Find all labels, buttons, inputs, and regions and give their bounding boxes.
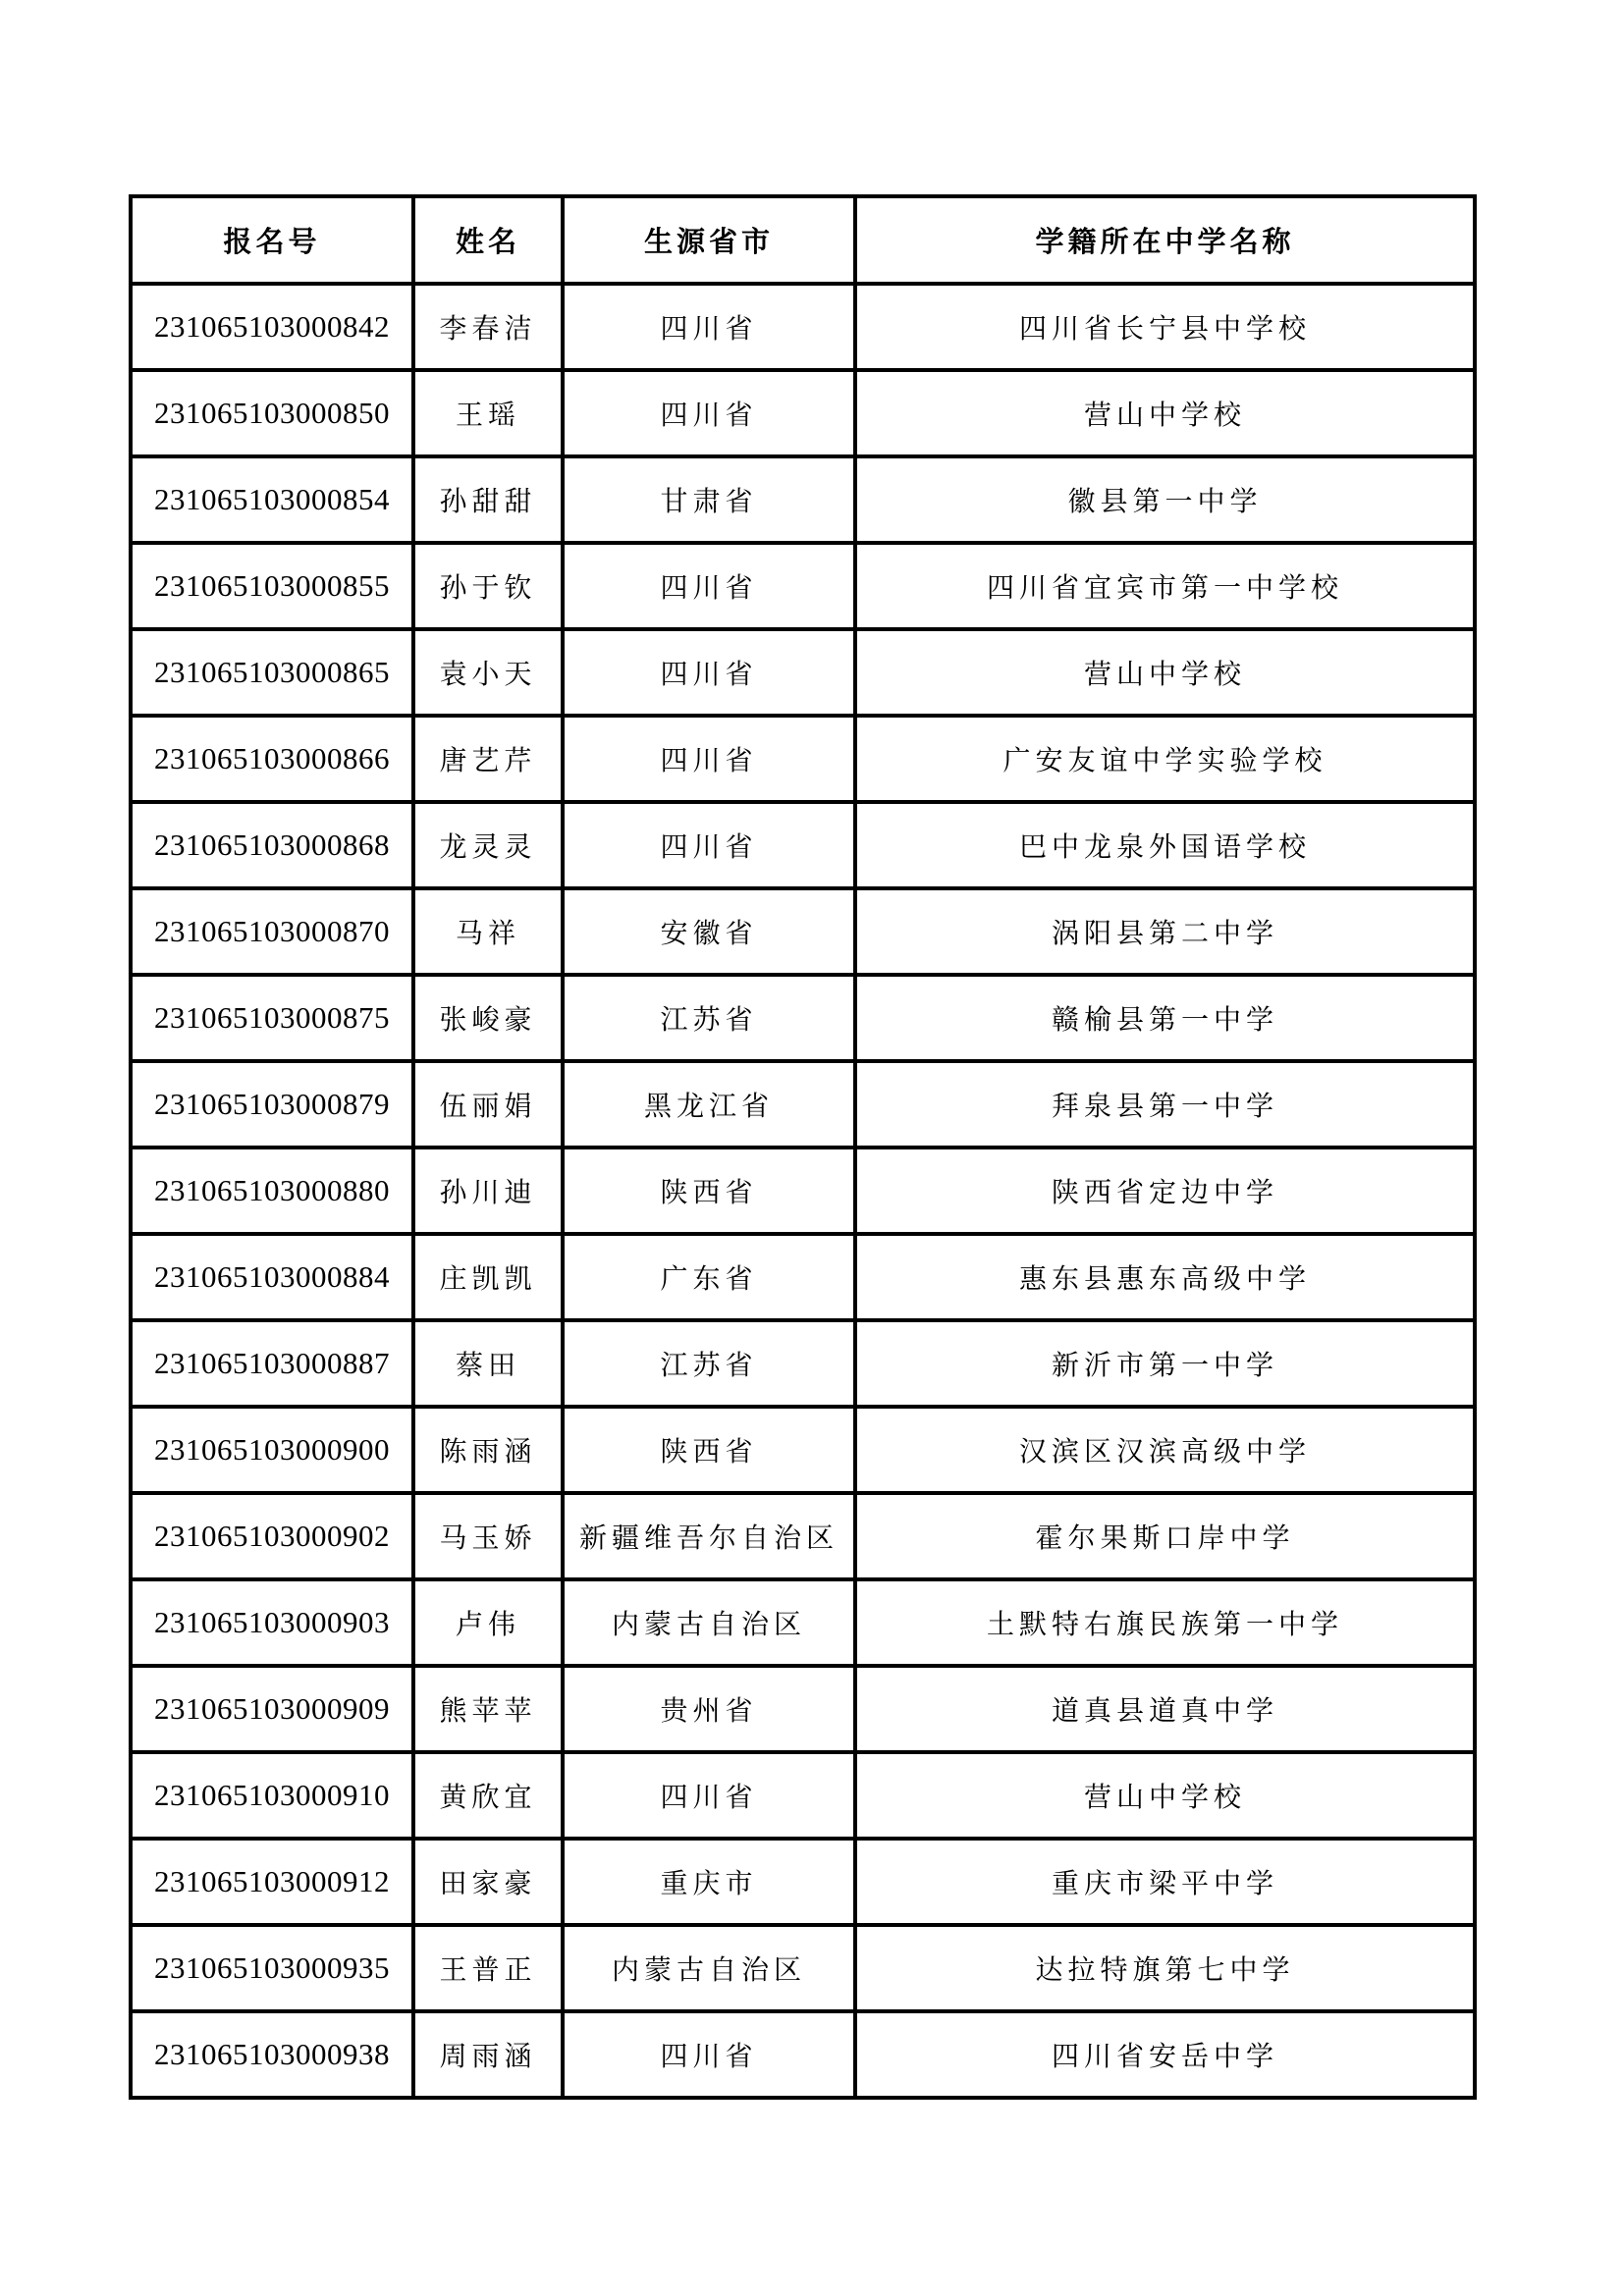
- province-cell: 陕西省: [563, 1407, 855, 1493]
- province-cell: 内蒙古自治区: [563, 1925, 855, 2011]
- regno-cell: 231065103000887: [131, 1320, 413, 1407]
- table-row: [131, 629, 1475, 716]
- province-cell: 四川省: [563, 284, 855, 370]
- header-province: 生源省市: [563, 196, 855, 284]
- table-row: [131, 1579, 1475, 1666]
- school-cell: 赣榆县第一中学: [855, 975, 1475, 1061]
- province-cell: 江苏省: [563, 975, 855, 1061]
- table-row: [131, 1061, 1475, 1148]
- regno-cell: 231065103000884: [131, 1234, 413, 1320]
- regno-cell: 231065103000854: [131, 456, 413, 543]
- name-cell: 马祥: [413, 888, 563, 975]
- table-row: [131, 370, 1475, 456]
- name-cell: 王普正: [413, 1925, 563, 2011]
- table-row: [131, 1234, 1475, 1320]
- regno-cell: 231065103000909: [131, 1666, 413, 1752]
- regno-cell: 231065103000866: [131, 716, 413, 802]
- name-cell: 唐艺芹: [413, 716, 563, 802]
- table-row: [131, 2011, 1475, 2098]
- table-row: [131, 1148, 1475, 1234]
- regno-cell: 231065103000850: [131, 370, 413, 456]
- table-row: [131, 1925, 1475, 2011]
- name-cell: 庄凯凯: [413, 1234, 563, 1320]
- name-cell: 孙于钦: [413, 543, 563, 629]
- name-cell: 卢伟: [413, 1579, 563, 1666]
- table-row: [131, 1752, 1475, 1839]
- school-cell: 霍尔果斯口岸中学: [855, 1493, 1475, 1579]
- province-cell: 黑龙江省: [563, 1061, 855, 1148]
- school-cell: 拜泉县第一中学: [855, 1061, 1475, 1148]
- table-row: [131, 716, 1475, 802]
- school-cell: 四川省安岳中学: [855, 2011, 1475, 2098]
- province-cell: 安徽省: [563, 888, 855, 975]
- regno-cell: 231065103000938: [131, 2011, 413, 2098]
- regno-cell: 231065103000900: [131, 1407, 413, 1493]
- school-cell: 陕西省定边中学: [855, 1148, 1475, 1234]
- school-cell: 涡阳县第二中学: [855, 888, 1475, 975]
- name-cell: 黄欣宜: [413, 1752, 563, 1839]
- name-cell: 周雨涵: [413, 2011, 563, 2098]
- province-cell: 广东省: [563, 1234, 855, 1320]
- regno-cell: 231065103000935: [131, 1925, 413, 2011]
- header-name: 姓名: [413, 196, 563, 284]
- province-cell: 四川省: [563, 543, 855, 629]
- regno-cell: 231065103000879: [131, 1061, 413, 1148]
- regno-cell: 231065103000880: [131, 1148, 413, 1234]
- table-row: [131, 1320, 1475, 1407]
- table-row: [131, 1666, 1475, 1752]
- province-cell: 甘肃省: [563, 456, 855, 543]
- table-body: [131, 284, 1475, 2098]
- school-cell: 重庆市梁平中学: [855, 1839, 1475, 1925]
- name-cell: 孙甜甜: [413, 456, 563, 543]
- table-row: [131, 456, 1475, 543]
- name-cell: 孙川迪: [413, 1148, 563, 1234]
- school-cell: 土默特右旗民族第一中学: [855, 1579, 1475, 1666]
- province-cell: 江苏省: [563, 1320, 855, 1407]
- school-cell: 营山中学校: [855, 629, 1475, 716]
- name-cell: 龙灵灵: [413, 802, 563, 888]
- province-cell: 四川省: [563, 716, 855, 802]
- regno-cell: 231065103000870: [131, 888, 413, 975]
- school-cell: 四川省宜宾市第一中学校: [855, 543, 1475, 629]
- table-row: [131, 1493, 1475, 1579]
- name-cell: 李春洁: [413, 284, 563, 370]
- student-roster-table: [129, 194, 1477, 2100]
- province-cell: 内蒙古自治区: [563, 1579, 855, 1666]
- regno-cell: 231065103000868: [131, 802, 413, 888]
- regno-cell: 231065103000855: [131, 543, 413, 629]
- table-row: [131, 543, 1475, 629]
- name-cell: 袁小天: [413, 629, 563, 716]
- school-cell: 达拉特旗第七中学: [855, 1925, 1475, 2011]
- school-cell: 道真县道真中学: [855, 1666, 1475, 1752]
- regno-cell: 231065103000875: [131, 975, 413, 1061]
- province-cell: 贵州省: [563, 1666, 855, 1752]
- school-cell: 徽县第一中学: [855, 456, 1475, 543]
- province-cell: 重庆市: [563, 1839, 855, 1925]
- name-cell: 田家豪: [413, 1839, 563, 1925]
- table-row: [131, 1407, 1475, 1493]
- regno-cell: 231065103000902: [131, 1493, 413, 1579]
- regno-cell: 231065103000910: [131, 1752, 413, 1839]
- regno-cell: 231065103000865: [131, 629, 413, 716]
- province-cell: 四川省: [563, 802, 855, 888]
- table-row: [131, 802, 1475, 888]
- table-row: [131, 888, 1475, 975]
- province-cell: 四川省: [563, 2011, 855, 2098]
- school-cell: 巴中龙泉外国语学校: [855, 802, 1475, 888]
- school-cell: 惠东县惠东高级中学: [855, 1234, 1475, 1320]
- name-cell: 张峻豪: [413, 975, 563, 1061]
- header-row: [131, 196, 1475, 284]
- table-row: [131, 975, 1475, 1061]
- school-cell: 新沂市第一中学: [855, 1320, 1475, 1407]
- province-cell: 四川省: [563, 1752, 855, 1839]
- school-cell: 营山中学校: [855, 1752, 1475, 1839]
- province-cell: 新疆维吾尔自治区: [563, 1493, 855, 1579]
- header-regno: 报名号: [131, 196, 413, 284]
- name-cell: 王瑶: [413, 370, 563, 456]
- name-cell: 马玉娇: [413, 1493, 563, 1579]
- school-cell: 汉滨区汉滨高级中学: [855, 1407, 1475, 1493]
- province-cell: 四川省: [563, 629, 855, 716]
- name-cell: 伍丽娟: [413, 1061, 563, 1148]
- school-cell: 广安友谊中学实验学校: [855, 716, 1475, 802]
- name-cell: 蔡田: [413, 1320, 563, 1407]
- province-cell: 四川省: [563, 370, 855, 456]
- school-cell: 营山中学校: [855, 370, 1475, 456]
- table-row: [131, 1839, 1475, 1925]
- table-header: [131, 196, 1475, 284]
- regno-cell: 231065103000842: [131, 284, 413, 370]
- regno-cell: 231065103000912: [131, 1839, 413, 1925]
- school-cell: 四川省长宁县中学校: [855, 284, 1475, 370]
- name-cell: 熊苹苹: [413, 1666, 563, 1752]
- table-row: [131, 284, 1475, 370]
- name-cell: 陈雨涵: [413, 1407, 563, 1493]
- regno-cell: 231065103000903: [131, 1579, 413, 1666]
- province-cell: 陕西省: [563, 1148, 855, 1234]
- header-school: 学籍所在中学名称: [855, 196, 1475, 284]
